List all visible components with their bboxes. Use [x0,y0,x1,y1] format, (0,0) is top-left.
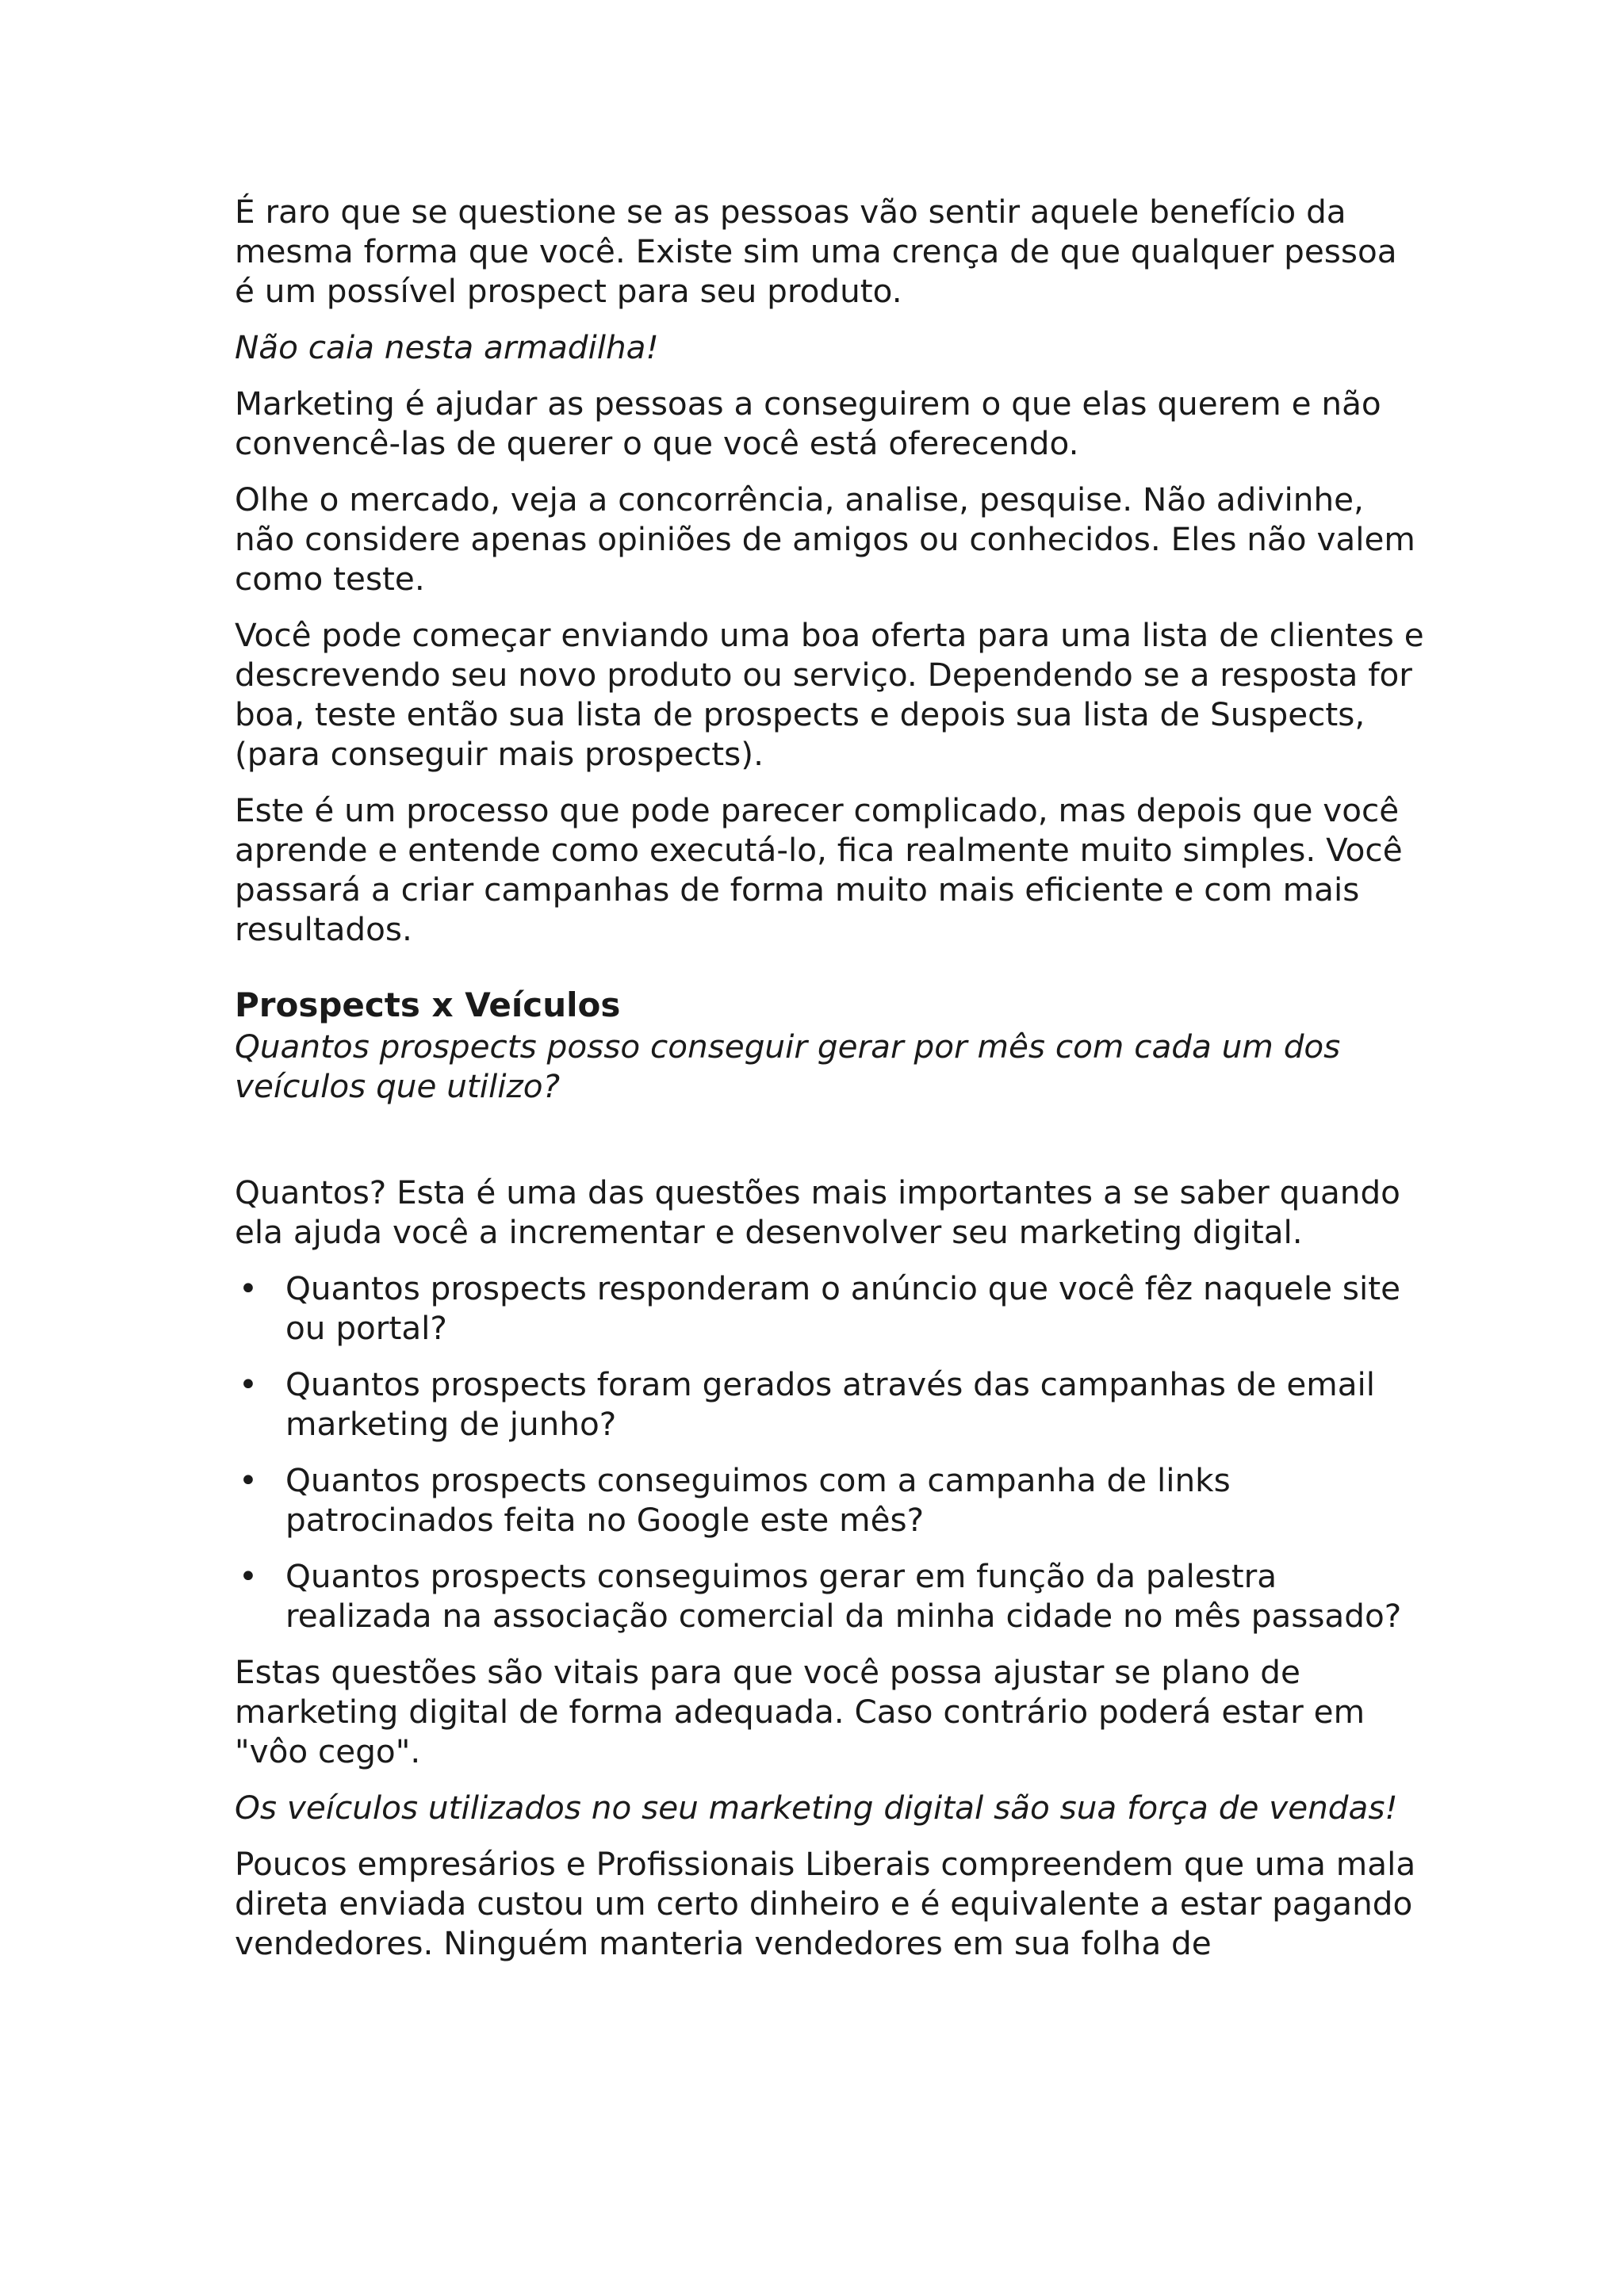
list-item-text: Quantos prospects conseguimos gerar em função da palestra realizada na associação comercial da minha cidade no mês passado? [285,1557,1402,1635]
paragraph-vital-questions: Estas questões são vitais para que você possa ajustar se plano de marketing digital de forma adequada. Caso contrário poderá estar em "vôo cego". [235,1653,1365,1770]
questions-list [235,1269,1424,1636]
bullet-icon: • [239,1365,258,1403]
paragraph-warning: Não caia nesta armadilha! [235,328,659,366]
paragraph-marketing-definition: Marketing é ajudar as pessoas a conseguirem o que elas querem e não convencê-las de querer o que você está oferecendo. [235,385,1381,462]
list-item-text: Quantos prospects foram gerados através das campanhas de email marketing de junho? [285,1365,1376,1443]
bullet-icon: • [239,1557,258,1595]
paragraph-testing: Você pode começar enviando uma boa oferta para uma lista de clientes e descrevendo seu novo produto ou serviço. Dependendo se a resposta for boa, teste então sua lista de prospects e depois sua lista de Suspects, (para conseguir mais prospects). [235,616,1424,773]
list-item [235,1364,1424,1444]
bullet-icon: • [239,1269,258,1307]
paragraph-closing: Poucos empresários e Profissionais Liberais compreendem que uma mala direta enviada custou um certo dinheiro e é equivalente a estar pagando vendedores. Ninguém manteria vendedores em sua folha de [235,1845,1416,1962]
paragraph-market-research: Olhe o mercado, veja a concorrência, analise, pesquise. Não adivinhe, não considere apenas opiniões de amigos ou conhecidos. Eles não valem como teste. [235,480,1415,598]
list-item-text: Quantos prospects responderam o anúncio que você fêz naquele site ou portal? [285,1269,1401,1347]
list-item-text: Quantos prospects conseguimos com a campanha de links patrocinados feita no Google este mês? [285,1461,1231,1539]
list-item [235,1460,1424,1540]
bullet-icon: • [239,1461,258,1499]
paragraph-benefit: É raro que se questione se as pessoas vão sentir aquele benefício da mesma forma que você. Existe sim uma crença de que qualquer pessoa é um possível prospect para seu produto. [235,193,1397,310]
section-heading: Prospects x Veículos [235,985,621,1024]
document-page [235,192,1424,1963]
section-subtitle: Quantos prospects posso conseguir gerar por mês com cada um dos veículos que utilizo? [235,1027,1341,1105]
paragraph-process: Este é um processo que pode parecer complicado, mas depois que você aprende e entende como executá-lo, fica realmente muito simples. Você passará a criar campanhas de forma muito mais eficiente e com mais resultados. [235,791,1403,948]
paragraph-sales-force: Os veículos utilizados no seu marketing digital são sua força de vendas! [235,1789,1398,1827]
list-item [235,1269,1424,1348]
list-item [235,1556,1424,1636]
paragraph-quantos-intro: Quantos? Esta é uma das questões mais importantes a se saber quando ela ajuda você a incrementar e desenvolver seu marketing digital. [235,1173,1400,1251]
